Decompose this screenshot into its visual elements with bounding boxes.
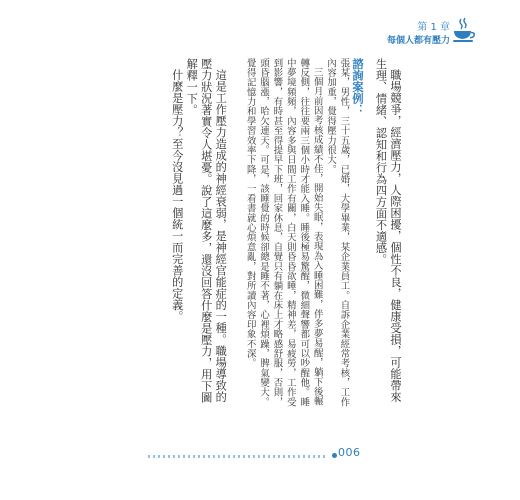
page-footer: [0, 446, 520, 468]
running-header: [387, 22, 450, 47]
chapter-subtitle: 每個人都有壓力: [386, 36, 450, 46]
case-line-2: 三個月前因考核成績不佳，開始失眠，表現為入睡困難，伴多夢易醒，躺下後輾轉反側，往往要兩三個小時才能入睡。睡後極易驚醒，微細聲響都可以吵醒他。睡中夢境頻頻，內容多與日間工作有關，白天則昏昏欲睡，精神差，易疲勞，工作受到影響，有時甚至得提早下班，回家休息，自覺只有躺在床上才略感舒服，否則，頭昏腦漲，哈欠連天。可是，該睡覺的時候卻總是睡不著，心裡煩躁，脾氣變大。覺得記憶力和學習效率下降，一看書就心煩意亂，對所讀內容印象不深。: [244, 58, 323, 407]
main-text: [169, 58, 402, 413]
coffee-cup-icon: [452, 17, 476, 43]
paragraph-definition: 什麼是壓力？至今沒見過一個統一而完善的定義。: [170, 69, 184, 323]
footer-dot-icon: [332, 453, 337, 458]
case-title: 諮詢案例：: [351, 58, 365, 116]
dotted-rule: [148, 455, 328, 458]
page-number: 006: [338, 446, 361, 459]
paragraph-analysis: 這是工作壓力造成的神經衰弱，是神經官能症的一種。職場導致的壓力狀況著實令人堪憂。說了這麼多，還沒回答什麼是壓力，用下圖解釋一下。: [185, 58, 228, 403]
paragraph-intro: 職場競爭，經濟壓力，人際困擾，個性不良，健康受損，可能帶來生理、情緒、認知和行為四方面不適感。: [374, 58, 402, 403]
chapter-label: 第 1 章: [417, 22, 450, 33]
case-line-1: 張某，男性，三十五歲，已婚，大學畢業，某企業員工。自訴企業經常考核，工作內容加重，覺得壓力很大。: [325, 58, 350, 407]
